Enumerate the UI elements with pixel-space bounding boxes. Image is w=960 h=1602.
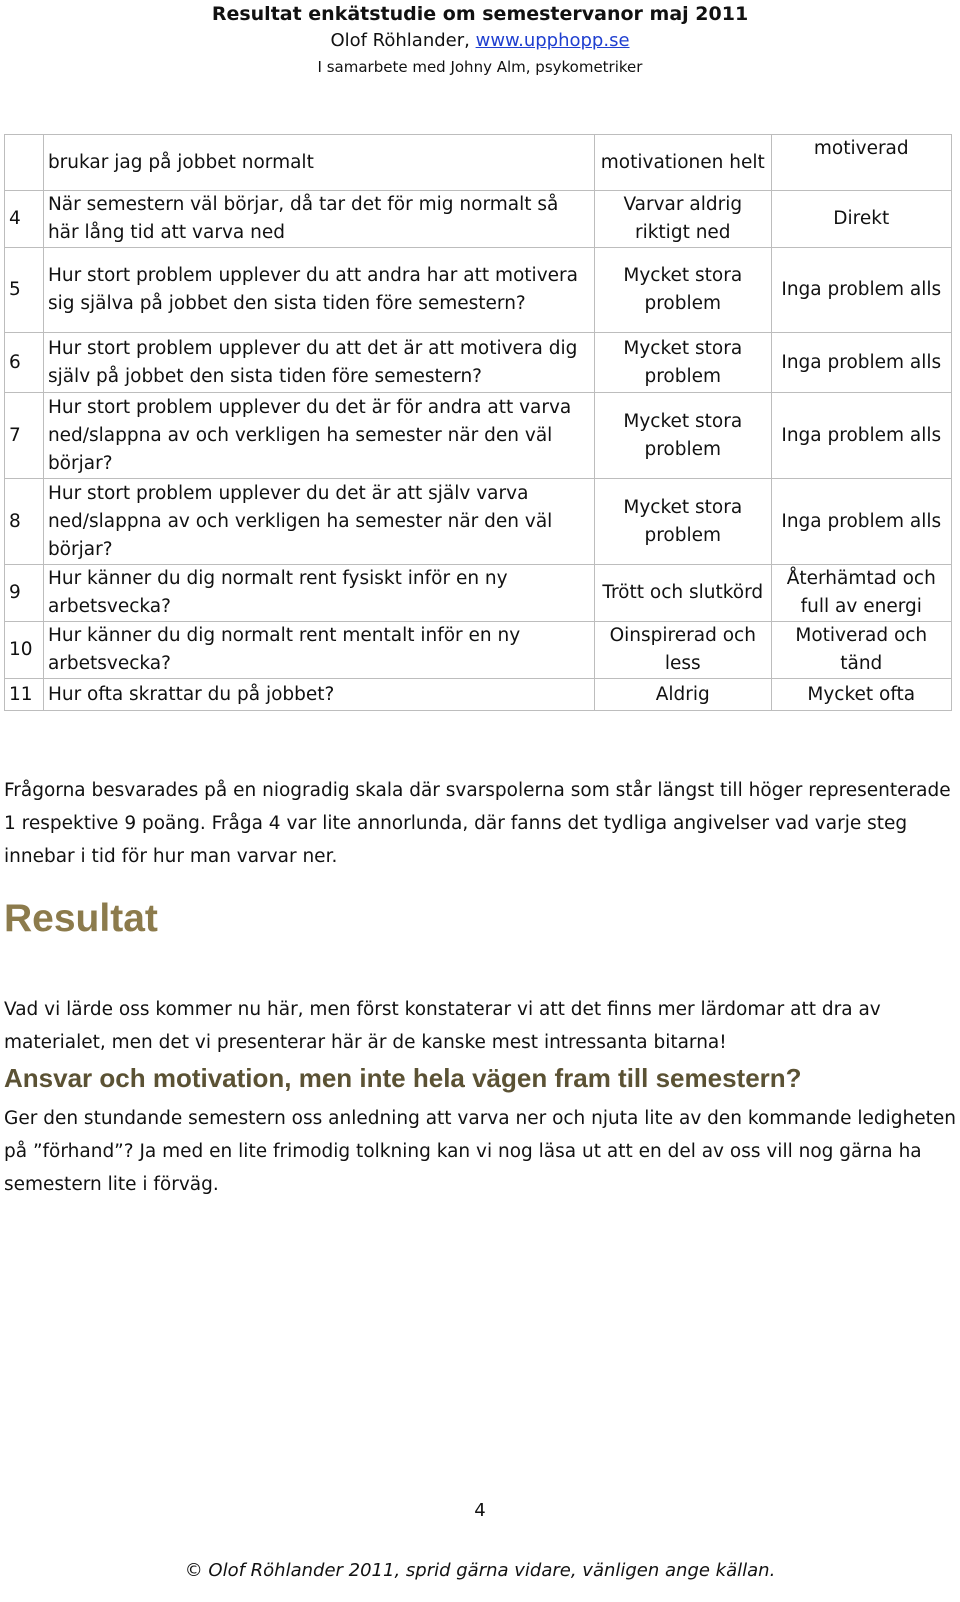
scale-high-label: Inga problem alls: [771, 333, 951, 393]
scale-high-label: Motiverad och tänd: [771, 622, 951, 679]
scale-low-label: Oinspirerad och less: [594, 622, 771, 679]
subsection-paragraph: Ger den stundande semestern oss anledning att varva ner och njuta lite av den kommande ledigheten på ”förhand”? Ja med en lite frimodig tolkning kan vi nog läsa ut att en del av oss vill nog gärna ha semestern lite i förväg.: [4, 1108, 957, 1195]
question-text: Hur känner du dig normalt rent fysiskt inför en ny arbetsvecka?: [43, 565, 594, 622]
result-heading: Resultat: [4, 897, 158, 940]
scale-low-label: Mycket stora problem: [594, 333, 771, 393]
question-number: 11: [5, 679, 44, 711]
scale-high-label: Inga problem alls: [771, 248, 951, 333]
question-text: Hur känner du dig normalt rent mentalt inför en ny arbetsvecka?: [43, 622, 594, 679]
question-number: 9: [5, 565, 44, 622]
copyright-footer: © Olof Röhlander 2011, sprid gärna vidare, vänligen ange källan.: [184, 1560, 776, 1581]
scale-low-label: Varvar aldrig riktigt ned: [594, 191, 771, 248]
document-title: Resultat enkätstudie om semestervanor maj 2011: [211, 3, 749, 25]
table-row: [5, 248, 952, 333]
subsection-heading: Ansvar och motivation, men inte hela vägen fram till semestern?: [4, 1063, 802, 1093]
table-row: [5, 479, 952, 565]
table-row: [5, 679, 952, 711]
author-name: Olof Röhlander,: [330, 30, 476, 51]
scale-low-label: Aldrig: [594, 679, 771, 711]
table-row: [5, 622, 952, 679]
question-text: Hur stort problem upplever du det är att själv varva ned/slappna av och verkligen ha semester när den väl börjar?: [43, 479, 594, 565]
scale-low-label: Mycket stora problem: [594, 393, 771, 479]
result-intro-paragraph: Vad vi lärde oss kommer nu här, men först konstaterar vi att det finns mer lärdomar att dra av materialet, men det vi presenterar här är de kanske mest intressanta bitarna!: [4, 999, 881, 1053]
table-row: [5, 135, 952, 191]
question-number: [5, 135, 44, 191]
page-number: 4: [474, 1500, 486, 1521]
scale-low-label: Mycket stora problem: [594, 479, 771, 565]
question-text: Hur stort problem upplever du att det är att motivera dig själv på jobbet den sista tiden före semestern?: [43, 333, 594, 393]
question-number: 6: [5, 333, 44, 393]
question-text: Hur stort problem upplever du att andra har att motivera sig själva på jobbet den sista tiden före semestern?: [43, 248, 594, 333]
scale-high-label: Direkt: [771, 191, 951, 248]
question-number: 7: [5, 393, 44, 479]
scale-low-label: motivationen helt: [594, 135, 771, 191]
author-line: [0, 27, 960, 55]
question-number: 5: [5, 248, 44, 333]
question-text: Hur stort problem upplever du det är för andra att varva ned/slappna av och verkligen ha semester när den väl börjar?: [43, 393, 594, 479]
scale-low-label: Trött och slutkörd: [594, 565, 771, 622]
table-row: [5, 191, 952, 248]
table-row: [5, 565, 952, 622]
table-row: [5, 333, 952, 393]
question-number: 10: [5, 622, 44, 679]
survey-questions-table: [4, 134, 952, 711]
question-number: 4: [5, 191, 44, 248]
scale-low-label: Mycket stora problem: [594, 248, 771, 333]
table-row: [5, 393, 952, 479]
scale-high-label: Inga problem alls: [771, 393, 951, 479]
question-text: När semestern väl börjar, då tar det för mig normalt så här lång tid att varva ned: [43, 191, 594, 248]
website-link[interactable]: www.upphopp.se: [475, 30, 630, 51]
scale-explanation-paragraph: Frågorna besvarades på en niogradig skala där svarspolerna som står längst till höger representerade 1 respektive 9 poäng. Fråga 4 var lite annorlunda, där fanns det tydliga angivelser vad varje steg innebar i tid för hur man varvar ner.: [4, 780, 951, 867]
question-number: 8: [5, 479, 44, 565]
scale-high-label: motiverad: [771, 135, 951, 191]
collaboration-line: I samarbete med Johny Alm, psykometriker: [317, 58, 643, 76]
scale-high-label: Inga problem alls: [771, 479, 951, 565]
scale-high-label: Återhämtad och full av energi: [771, 565, 951, 622]
question-text: brukar jag på jobbet normalt: [43, 135, 594, 191]
scale-high-label: Mycket ofta: [771, 679, 951, 711]
question-text: Hur ofta skrattar du på jobbet?: [43, 679, 594, 711]
page-header: [0, 0, 960, 79]
